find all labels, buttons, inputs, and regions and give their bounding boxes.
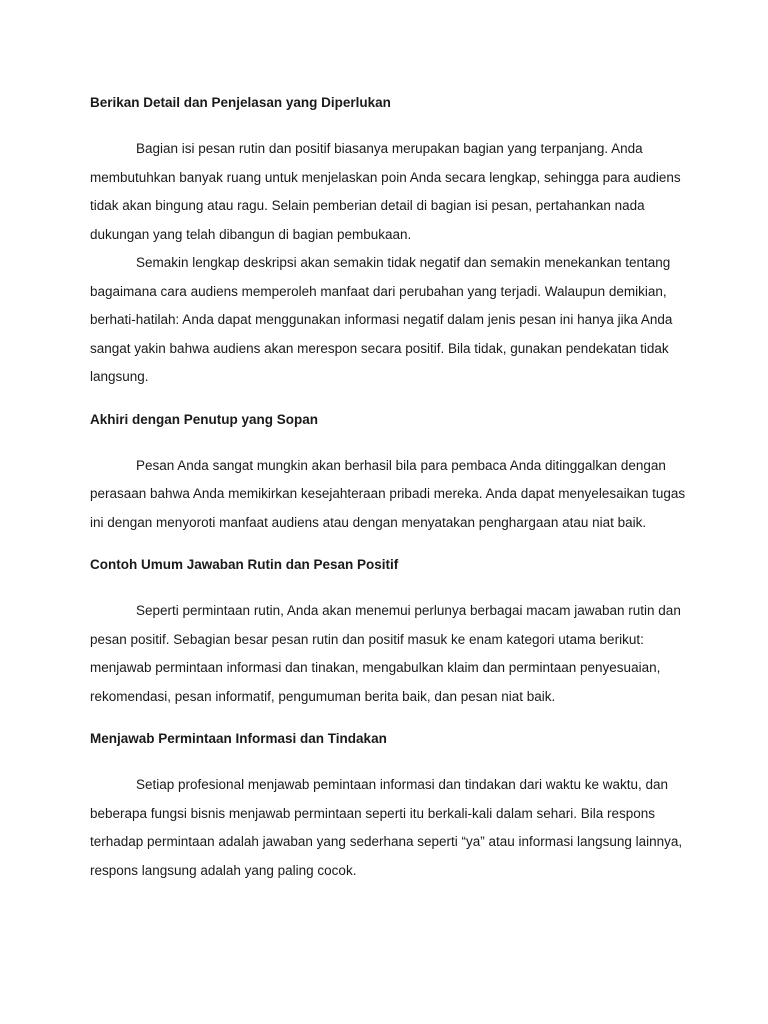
section-heading: Berikan Detail dan Penjelasan yang Diperlukan xyxy=(90,95,391,110)
section-heading: Contoh Umum Jawaban Rutin dan Pesan Positif xyxy=(90,557,399,572)
paragraph: Semakin lengkap deskripsi akan semakin tidak negatif dan semakin menekankan tentang bagaimana cara audiens memperoleh manfaat dari perubahan yang terjadi. Walaupun demikian, berhati-hatilah: Anda dapat menggunakan informasi negatif dalam jenis pesan ini hanya jika Anda sangat yakin bahwa audiens akan merespon secara positif. Bila tidak, gunakan pendekatan tidak langsung. xyxy=(90,255,673,384)
section-heading: Menjawab Permintaan Informasi dan Tindakan xyxy=(90,731,387,746)
section-heading: Akhiri dengan Penutup yang Sopan xyxy=(90,411,319,427)
paragraph: Pesan Anda sangat mungkin akan berhasil bila para pembaca Anda ditinggalkan dengan perasaan bahwa Anda memikirkan kesejahteraan pribadi mereka. Anda dapat menyelesaikan tugas ini dengan menyoroti manfaat audiens atau dengan menyatakan penghargaan atau niat baik. xyxy=(90,457,686,530)
paragraph: Bagian isi pesan rutin dan positif biasanya merupakan bagian yang terpanjang. Anda membutuhkan banyak ruang untuk menjelaskan poin Anda secara lengkap, sehingga para audiens tidak akan bingung atau ragu. Selain pemberian detail di bagian isi pesan, pertahankan nada dukungan yang telah dibangun di bagian pembukaan. xyxy=(90,141,681,242)
paragraph: Seperti permintaan rutin, Anda akan menemui perlunya berbagai macam jawaban rutin dan pesan positif. Sebagian besar pesan rutin dan positif masuk ke enam kategori utama berikut: menjawab permintaan informasi dan tinakan, mengabulkan klaim dan permintaan penyesuaian, rekomendasi, pesan informatif, pengumuman berita baik, dan pesan niat baik. xyxy=(90,603,681,704)
paragraph: Setiap profesional menjawab pemintaan informasi dan tindakan dari waktu ke waktu, dan beberapa fungsi bisnis menjawab permintaan seperti itu berkali-kali dalam sehari. Bila respons terhadap permintaan adalah jawaban yang sederhana seperti “ya” atau informasi langsung lainnya, respons langsung adalah yang paling cocok. xyxy=(90,777,683,878)
